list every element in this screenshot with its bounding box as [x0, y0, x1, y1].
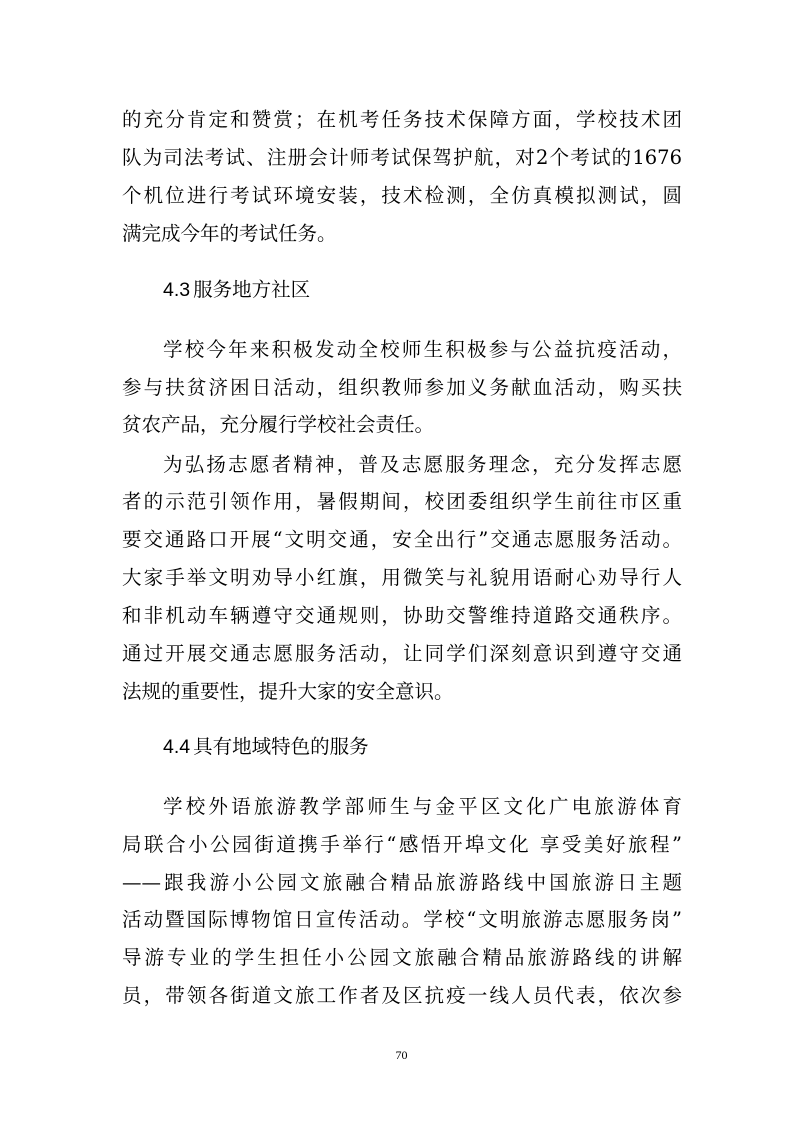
paragraph-3-line-6: 通过开展交通志愿服务活动，让同学们深刻意识到遵守交通 — [122, 642, 682, 665]
paragraph-2-line-2: 参与扶贫济困日活动，组织教师参加义务献血活动，购买扶 — [122, 376, 682, 399]
paragraph-4-line-3: ——跟我游小公园文旅融合精品旅游路线中国旅游日主题 — [122, 871, 682, 894]
section-title: 具有地域特色的服务 — [193, 735, 369, 758]
paragraph-3-line-1: 为弘扬志愿者精神，普及志愿服务理念，充分发挥志愿 — [163, 453, 682, 476]
paragraph-2-line-1: 学校今年来积极发动全校师生积极参与公益抗疫活动， — [163, 338, 682, 361]
section-number: 4.3 — [163, 279, 191, 301]
paragraph-2-line-3: 贫农产品，充分履行学校社会责任。 — [122, 413, 435, 436]
paragraph-3-line-7: 法规的重要性，提升大家的安全意识。 — [122, 680, 454, 703]
paragraph-4-line-4: 活动暨国际博物馆日宣传活动。学校“文明旅游志愿服务岗” — [122, 908, 682, 931]
paragraph-4-line-5: 导游专业的学生担任小公园文旅融合精品旅游路线的讲解 — [122, 946, 682, 969]
paragraph-3-line-3: 要交通路口开展“文明交通，安全出行”交通志愿服务活动。 — [122, 528, 682, 551]
paragraph-4-line-2: 局联合小公园街道携手举行“感悟开埠文化 享受美好旅程” — [122, 833, 682, 856]
paragraph-1-line-4: 满完成今年的考试任务。 — [122, 222, 337, 245]
page-number: 70 — [395, 1048, 408, 1062]
paragraph-3-line-5: 和非机动车辆遵守交通规则，协助交警维持道路交通秩序。 — [122, 604, 682, 627]
paragraph-4-line-1: 学校外语旅游教学部师生与金平区文化广电旅游体育 — [163, 795, 682, 818]
paragraph-3-line-4: 大家手举文明劝导小红旗，用微笑与礼貌用语耐心劝导行人 — [122, 566, 682, 589]
section-number: 4.4 — [163, 736, 191, 758]
paragraph-1-line-2: 队为司法考试、注册会计师考试保驾护航，对2个考试的1676 — [122, 146, 682, 169]
paragraph-4-line-6: 员，带领各街道文旅工作者及区抗疫一线人员代表，依次参 — [122, 984, 682, 1007]
section-heading-4-4 — [163, 734, 369, 760]
paragraph-3-line-2: 者的示范引领作用，暑假期间，校团委组织学生前往市区重 — [122, 490, 682, 513]
section-heading-4-3 — [163, 277, 310, 303]
paragraph-1-line-1: 的充分肯定和赞赏；在机考任务技术保障方面，学校技术团 — [122, 108, 682, 131]
paragraph-1-line-3: 个机位进行考试环境安装，技术检测，全仿真模拟测试，圆 — [122, 184, 682, 207]
section-title: 服务地方社区 — [193, 278, 311, 301]
